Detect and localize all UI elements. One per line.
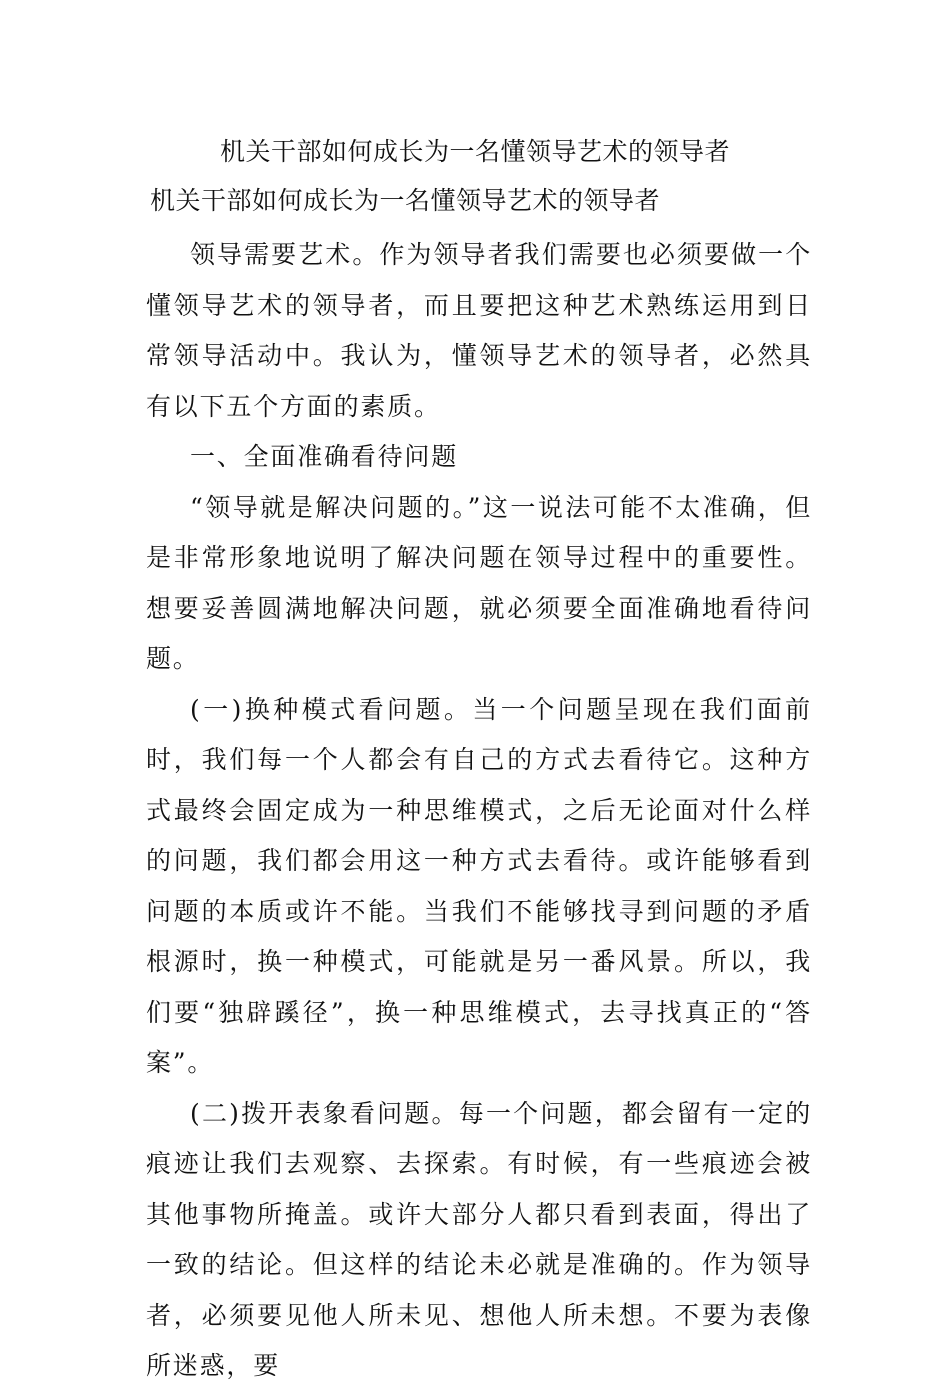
document-subtitle: 机关干部如何成长为一名懂领导艺术的领导者 [150,186,661,215]
section-heading-1: 一、全面准确看待问题 [190,442,459,471]
paragraph-subsection-2: (二)拨开表象看问题。每一个问题，都会留有一定的痕迹让我们去观察、去探索。有时候，有一些痕迹会被其他事物所掩盖。或许大部分人都只看到表面，得出了一致的结论。但这样的结论未必就是准确的。作为领导者，必须要见他人所未见、想他人所未想。不要为表像所迷惑，要 [146,1098,812,1380]
document-body [146,230,812,1392]
document-title: 机关干部如何成长为一名懂领导艺术的领导者 [219,137,730,166]
paragraph-intro: 领导需要艺术。作为领导者我们需要也必须要做一个懂领导艺术的领导者，而且要把这种艺术熟练运用到日常领导活动中。我认为，懂领导艺术的领导者，必然具有以下五个方面的素质。 [146,240,812,421]
paragraph-subsection-1: (一)换种模式看问题。当一个问题呈现在我们面前时，我们每一个人都会有自己的方式去看待它。这种方式最终会固定成为一种思维模式，之后无论面对什么样的问题，我们都会用这一种方式去看待。或许能够看到问题的本质或许不能。当我们不能够找寻到问题的矛盾根源时，换一种模式，可能就是另一番风景。所以，我们要“独辟蹊径”，换一种思维模式，去寻找真正的“答案”。 [146,694,812,1077]
paragraph-section-1-intro: “领导就是解决问题的。”这一说法可能不太准确，但是非常形象地说明了解决问题在领导过程中的重要性。想要妥善圆满地解决问题，就必须要全面准确地看待问题。 [146,492,812,673]
